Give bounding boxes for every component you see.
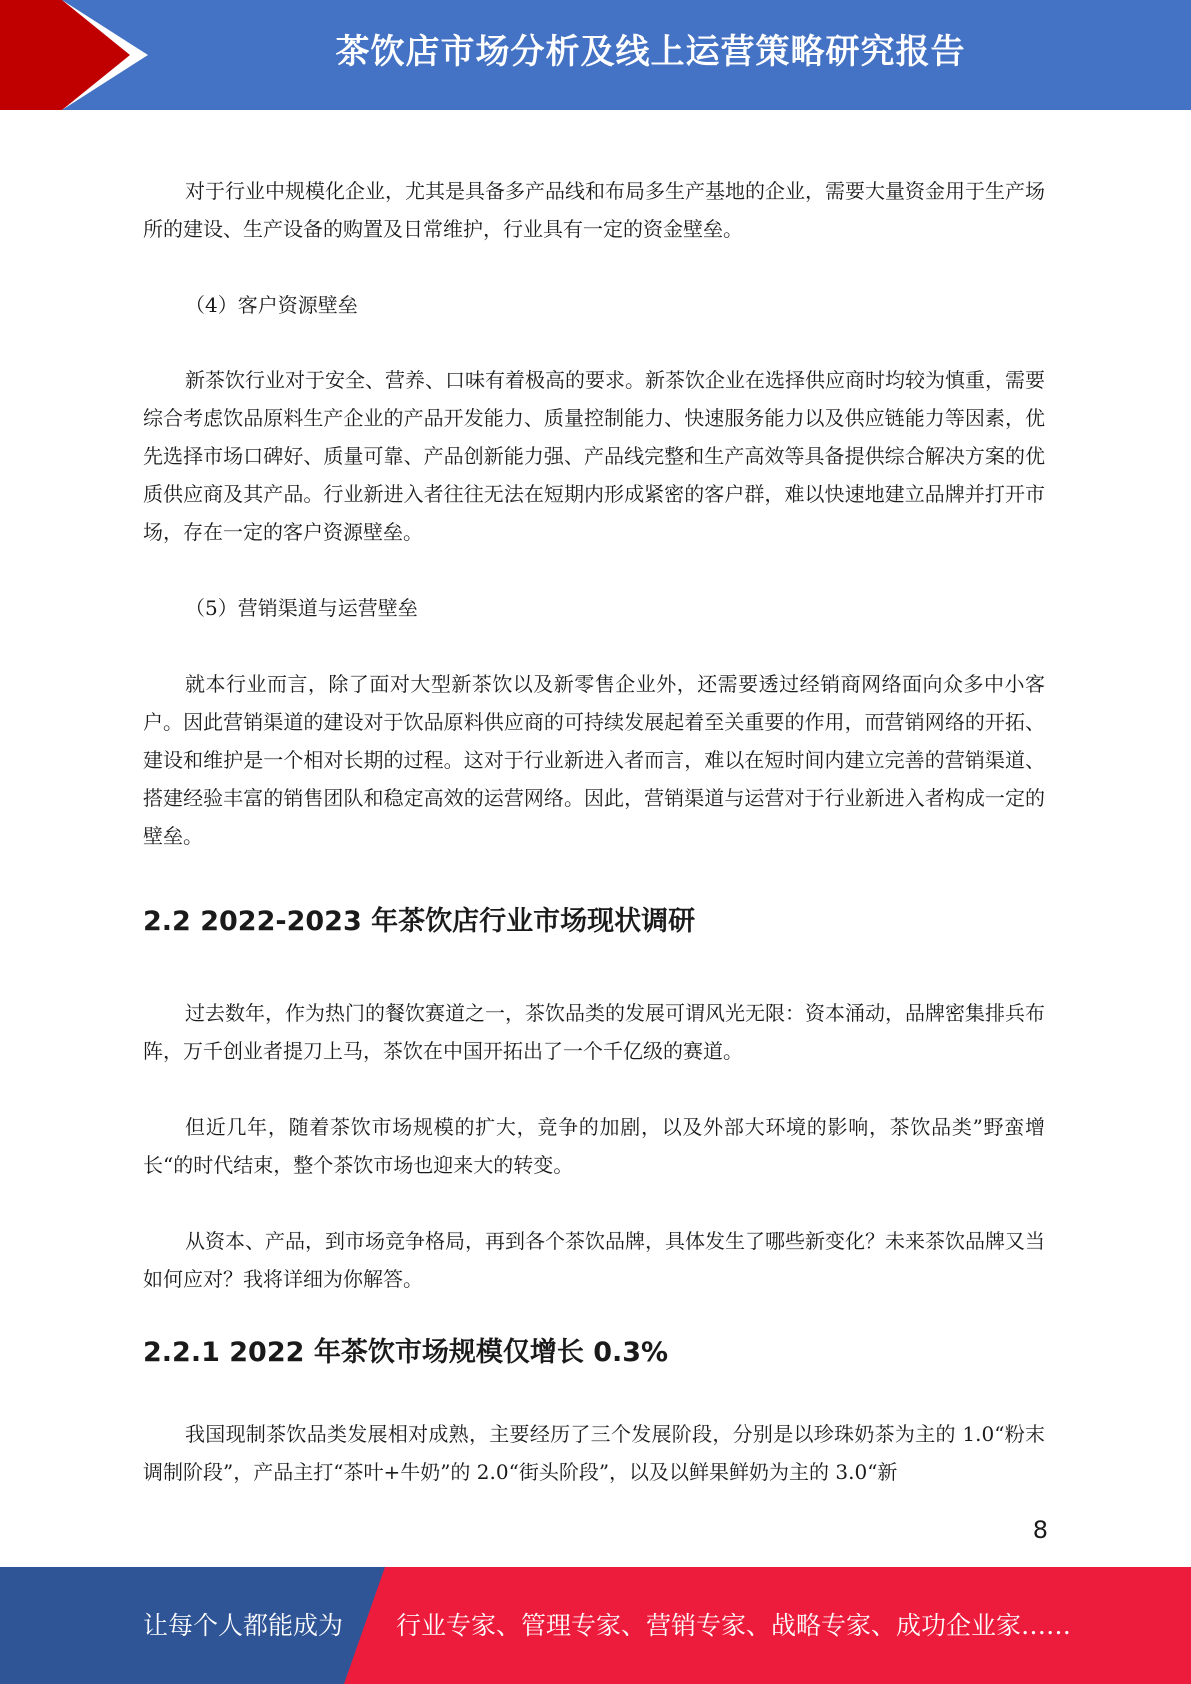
paragraph-market-overview: 过去数年，作为热门的餐饮赛道之一，茶饮品类的发展可谓风光无限：资本涌动，品牌密集排兵布阵，万千创业者提刀上马，茶饮在中国开拓出了一个千亿级的赛道。 (143, 1001, 1045, 1063)
paragraph-capital-barrier: 对于行业中规模化企业，尤其是具备多产品线和布局多生产基地的企业，需要大量资金用于生产场所的建设、生产设备的购置及日常维护，行业具有一定的资金壁垒。 (143, 179, 1045, 241)
section-heading-2-2-1: 2.2.1 2022 年茶饮市场规模仅增长 0.3% (143, 1337, 669, 1368)
subheading-marketing-barrier: （5）营销渠道与运营壁垒 (185, 596, 418, 620)
page-footer (0, 1567, 1191, 1684)
paragraph-customer-barrier: 新茶饮行业对于安全、营养、口味有着极高的要求。新茶饮企业在选择供应商时均较为慎重，需要综合考虑饮品原料生产企业的产品开发能力、质量控制能力、快速服务能力以及供应链能力等因素，优先选择市场口碑好、质量可靠、产品创新能力强、产品线完整和生产高效等具备提供综合解决方案的优质供应商及其产品。行业新进入者往往无法在短期内形成紧密的客户群，难以快速地建立品牌并打开市场，存在一定的客户资源壁垒。 (143, 368, 1045, 544)
paragraph-marketing-barrier: 就本行业而言，除了面对大型新茶饮以及新零售企业外，还需要透过经销商网络面向众多中小客户。因此营销渠道的建设对于饮品原料供应商的可持续发展起着至关重要的作用，而营销网络的开拓、建设和维护是一个相对长期的过程。这对于行业新进入者而言，难以在短时间内建立完善的营销渠道、搭建经验丰富的销售团队和稳定高效的运营网络。因此，营销渠道与运营对于行业新进入者构成一定的壁垒。 (143, 672, 1045, 848)
page-title: 茶饮店市场分析及线上运营策略研究报告 (335, 32, 966, 72)
paragraph-development-stages: 我国现制茶饮品类发展相对成熟，主要经历了三个发展阶段，分别是以珍珠奶茶为主的 1.0“粉末调制阶段”，产品主打“茶叶+牛奶”的 2.0“街头阶段”，以及以鲜果鲜奶为主的 3.0“新 (143, 1422, 1045, 1484)
subheading-customer-barrier: （4）客户资源壁垒 (185, 293, 358, 317)
footer-slogan-right: 行业专家、管理专家、营销专家、战略专家、成功企业家…… (396, 1611, 1072, 1640)
paragraph-market-shift: 但近几年，随着茶饮市场规模的扩大，竞争的加剧，以及外部大环境的影响，茶饮品类”野蛮增长“的时代结束，整个茶饮市场也迎来大的转变。 (143, 1115, 1045, 1177)
header-arrow-decoration (0, 0, 160, 110)
paragraph-questions: 从资本、产品，到市场竞争格局，再到各个茶饮品牌，具体发生了哪些新变化？未来茶饮品牌又当如何应对？我将详细为你解答。 (143, 1229, 1045, 1291)
page-number: 8 (1032, 1516, 1048, 1544)
section-heading-2-2: 2.2 2022-2023 年茶饮店行业市场现状调研 (143, 906, 696, 937)
footer-slogan-left: 让每个人都能成为 (143, 1611, 344, 1640)
page-header (0, 0, 1191, 110)
